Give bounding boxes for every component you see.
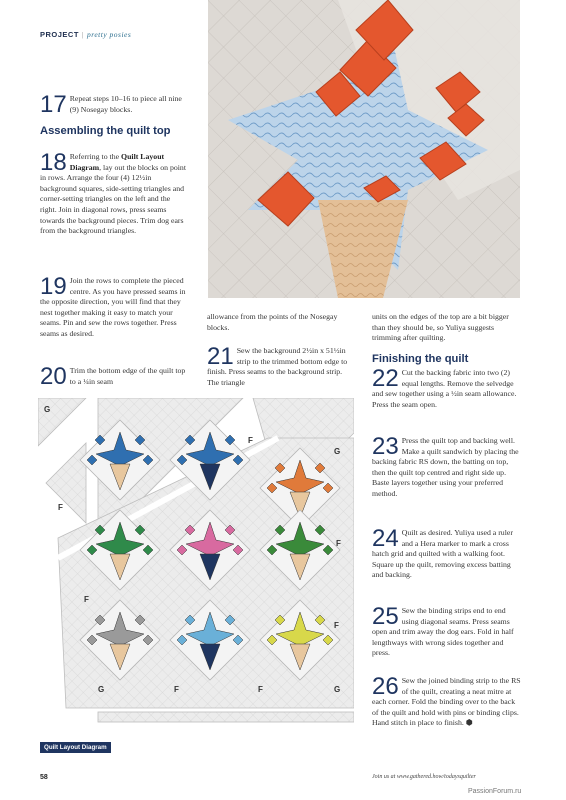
- quilt-layout-svg: [38, 398, 354, 738]
- step-text: Sew the joined binding strip to the RS of the quilt, creating a neat mitre at each corner. Fold the binding over to the back of the quilt and hold with pins or binding clips. Hand stitch in place to finish. ⬢: [372, 676, 521, 728]
- step-20-continued: allowance from the points of the Nosegay blocks.: [207, 312, 338, 332]
- step-number: 17: [40, 91, 67, 118]
- step-20: [40, 363, 186, 390]
- step-18: [40, 149, 186, 237]
- label-f-right: F: [336, 539, 341, 548]
- step-text: Repeat steps 10–16 to piece all nine (9) Nosegay blocks.: [69, 94, 182, 114]
- finishing-heading: Finishing the quilt: [372, 353, 469, 365]
- header-separator: |: [81, 30, 84, 39]
- nosegay-blocks: [80, 420, 340, 680]
- assembling-heading: Assembling the quilt top: [40, 125, 171, 137]
- step-number: 21: [207, 343, 234, 370]
- step-number: 23: [372, 433, 399, 460]
- step-text: Quilt as desired. Yuliya used a ruler and a Hera marker to mark a cross hatch grid and quilted with a walking foot. Square up the quilt, removing excess batting and backing.: [372, 528, 513, 580]
- page-header: [40, 30, 131, 39]
- label-f-right-lower: F: [334, 621, 339, 630]
- step-22: [372, 365, 522, 410]
- label-f-left-lower: F: [84, 595, 89, 604]
- label-g-bottom-right: G: [334, 685, 341, 694]
- step-text: Sew the background 2½in x 51½in strip to the trimmed bottom edge to finish. Press seams to the background strip. The triangle: [207, 346, 348, 387]
- step-number: 19: [40, 273, 67, 300]
- quilt-photo: [208, 0, 520, 298]
- step-23: [372, 433, 522, 500]
- diagram-caption: Quilt Layout Diagram: [40, 742, 111, 753]
- step-text-bold: Quilt Layout Diagram: [69, 152, 165, 172]
- step-number: 24: [372, 525, 399, 552]
- step-text: Press the quilt top and backing well. Make a quilt sandwich by placing the backing fabric RS down, the batting on top, then the quilt top centred and right side up. Baste layers together using your preferred method.: [372, 436, 519, 498]
- step-number: 26: [372, 673, 399, 700]
- label-f-bottom-1: F: [174, 685, 179, 694]
- page-number: 58: [40, 774, 48, 781]
- label-g-top-left: G: [44, 405, 51, 414]
- step-25: [372, 603, 522, 659]
- step-number: 25: [372, 603, 399, 630]
- watermark: PassionForum.ru: [468, 788, 522, 795]
- step-24: [372, 525, 522, 581]
- step-number: 20: [40, 363, 67, 390]
- step-text: Join the rows to complete the pieced centre. As you have pressed seams in the opposite direction, you will find that they nest together making it easy to match your seams. Pin and sew the rows together. Press seams as desired.: [40, 276, 186, 338]
- step-text: Cut the backing fabric into two (2) equal lengths. Remove the selvedge and sew together using a ½in seam allowance. Press the seam open.: [372, 368, 517, 409]
- section-label: PROJECT: [40, 30, 79, 39]
- step-text: Sew the binding strips end to end using diagonal seams. Press seams open and trim away the dog ears. Fold in half lengthways with wrong sides together and press.: [372, 606, 514, 658]
- step-19: [40, 273, 186, 340]
- step-21-continued: units on the edges of the top are a bit bigger than they should be, so Yuliya suggests trimming after quilting.: [372, 312, 509, 343]
- label-f-top: F: [248, 436, 253, 445]
- step-number: 18: [40, 149, 67, 176]
- label-f-bottom-2: F: [258, 685, 263, 694]
- step-26: [372, 673, 522, 729]
- section-subtitle: pretty posies: [86, 30, 132, 39]
- quilt-photo-art: [208, 0, 520, 298]
- step-21: [207, 343, 353, 388]
- quilt-layout-diagram: [38, 398, 354, 738]
- label-f-left-upper: F: [58, 503, 63, 512]
- footer-link[interactable]: Join us at www.gathered.how/todaysquilter: [372, 774, 476, 780]
- label-g-bottom-left: G: [98, 685, 105, 694]
- step-text-post: , lay out the blocks on point in rows. Arrange the four (4) 12½in background squares, side-setting triangles and corner-setting triangles on the left and the right. Join in diagonal rows, press seams towards the background pieces. Trim dog ears from the background triangles.: [40, 162, 186, 236]
- step-number: 22: [372, 365, 399, 392]
- step-text: Trim the bottom edge of the quilt top to a ¼in seam: [69, 366, 186, 386]
- step-text-pre: Referring to the: [69, 152, 122, 161]
- label-g-top-right: G: [334, 447, 341, 456]
- step-17: [40, 91, 186, 118]
